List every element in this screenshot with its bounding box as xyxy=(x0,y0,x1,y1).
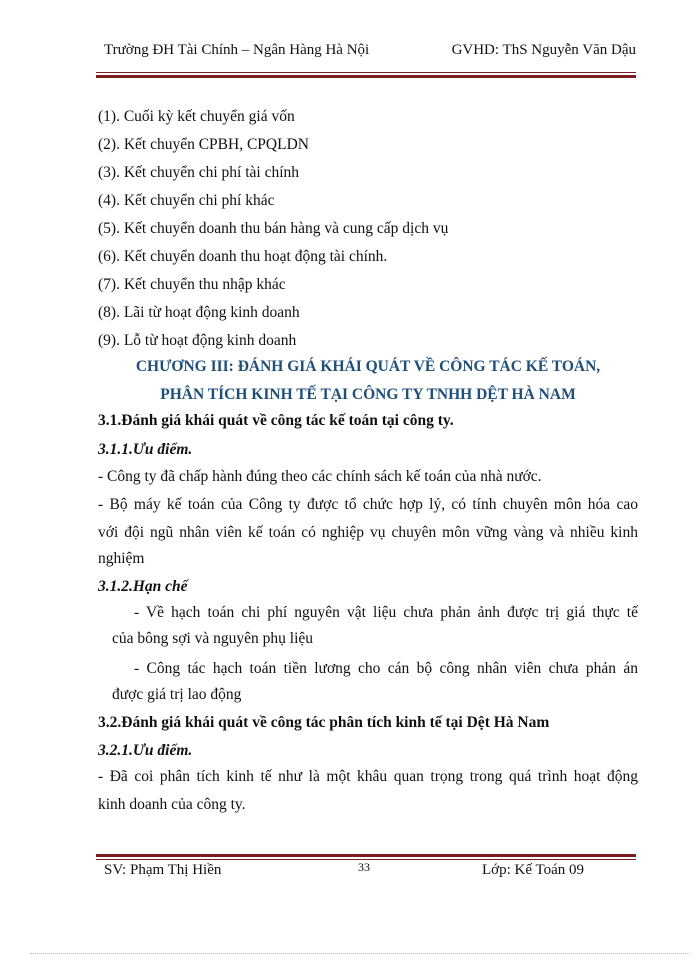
list-item: (9). Lỗ từ hoạt động kinh doanh xyxy=(98,332,297,349)
footer-student: SV: Phạm Thị Hiền xyxy=(104,862,222,878)
list-item: (4). Kết chuyển chi phí khác xyxy=(98,192,275,209)
page-boundary xyxy=(30,953,690,954)
paragraph: - Công ty đã chấp hành đúng theo các chính sách kế toán của nhà nước. xyxy=(98,468,542,485)
list-item: (5). Kết chuyển doanh thu bán hàng và cung cấp dịch vụ xyxy=(98,220,449,237)
chapter-title-line2: PHÂN TÍCH KINH TẾ TẠI CÔNG TY TNHH DỆT HÀ NAM xyxy=(160,386,576,403)
header-rule-thick xyxy=(96,75,636,78)
subsection-heading-3-1-2: 3.1.2.Hạn chế xyxy=(98,578,188,595)
list-item: (3). Kết chuyển chi phí tài chính xyxy=(98,164,300,181)
list-item: (6). Kết chuyển doanh thu hoạt động tài chính. xyxy=(98,248,388,265)
paragraph-line: với đội ngũ nhân viên kế toán có nghiệp vụ chuyên môn vững vàng và nhiều kinh xyxy=(98,524,638,541)
chapter-title-line1: CHƯƠNG III: ĐÁNH GIÁ KHÁI QUÁT VỀ CÔNG TÁC KẾ TOÁN, xyxy=(135,358,601,375)
subsection-heading-3-1-1: 3.1.1.Ưu điểm. xyxy=(98,441,193,458)
list-item: (7). Kết chuyển thu nhập khác xyxy=(98,276,286,293)
page-number: 33 xyxy=(358,860,370,874)
footer-class: Lớp: Kế Toán 09 xyxy=(482,862,585,878)
header-school: Trường ĐH Tài Chính – Ngân Hàng Hà Nội xyxy=(104,42,370,58)
header-instructor: GVHD: ThS Nguyễn Văn Dậu xyxy=(451,42,636,58)
section-heading-3-1: 3.1.Đánh giá khái quát về công tác kế toán tại công ty. xyxy=(98,412,454,429)
list-item: (1). Cuối kỳ kết chuyển giá vốn xyxy=(98,108,295,125)
list-item: (8). Lãi từ hoạt động kinh doanh xyxy=(98,304,300,321)
footer-rule-thick xyxy=(96,854,636,857)
paragraph-line: được giá trị lao động xyxy=(112,686,242,703)
paragraph-line: của bông sợi và nguyên phụ liệu xyxy=(112,630,314,647)
paragraph-line: - Bộ máy kế toán của Công ty được tổ chức hợp lý, có tính chuyên môn hóa cao xyxy=(98,496,638,513)
paragraph-line: kinh doanh của công ty. xyxy=(98,796,246,813)
page-header xyxy=(96,40,636,66)
paragraph-line: nghiệm xyxy=(98,550,145,567)
list-item: (2). Kết chuyển CPBH, CPQLDN xyxy=(98,136,309,153)
subsection-heading-3-2-1: 3.2.1.Ưu điểm. xyxy=(98,742,193,759)
header-rule-thin xyxy=(96,72,636,73)
paragraph-line: - Về hạch toán chi phí nguyên vật liệu chưa phản ảnh được trị giá thực tế xyxy=(134,604,638,621)
section-heading-3-2: 3.2.Đánh giá khái quát về công tác phân tích kinh tế tại Dệt Hà Nam xyxy=(98,714,550,731)
paragraph-line: - Công tác hạch toán tiền lương cho cán bộ công nhân viên chưa phản án xyxy=(134,660,638,677)
paragraph-line: - Đã coi phân tích kinh tế như là một khâu quan trọng trong quá trình hoạt động xyxy=(98,768,638,785)
